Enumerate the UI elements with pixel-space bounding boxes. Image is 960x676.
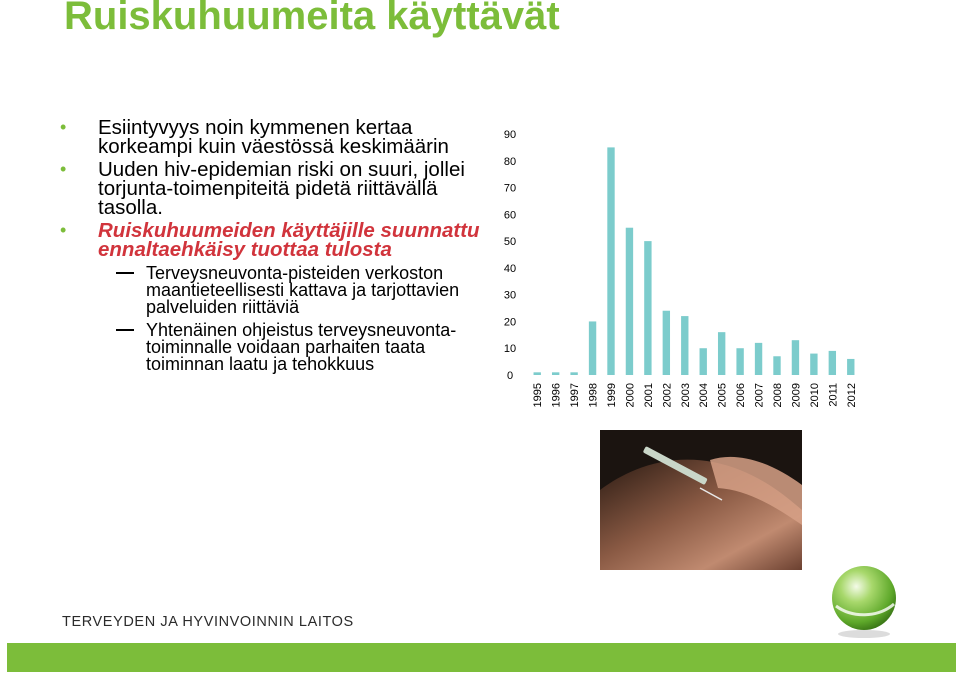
sub-bullet-text: Terveysneuvonta-pisteiden verkoston maantieteellisesti kattava ja tarjottavien palveluiden riittäviä	[146, 263, 460, 317]
bullet-text: Esiintyvyys noin kymmenen kertaa korkeampi kuin väestössä keskimäärin	[98, 116, 449, 158]
bullet-text: Ruiskuhuumeiden käyttäjille suunnattu ennaltaehkäisy tuottaa tulosta	[98, 219, 480, 261]
bullet-item	[60, 118, 480, 156]
bar	[700, 348, 707, 375]
x-tick-label: 2006	[735, 383, 748, 408]
x-tick-label: 2003	[679, 383, 692, 408]
y-tick-label: 20	[503, 316, 517, 329]
slide-title: Ruiskuhuumeita käyttävät	[64, 0, 560, 38]
sub-bullet-text: Yhtenäinen ohjeistus terveysneuvonta-toiminnalle voidaan parhaiten taata toiminnan laatu ja tehokkuus	[146, 320, 457, 374]
x-tick-label: 2010	[808, 383, 821, 408]
bar	[534, 372, 541, 375]
injection-photo	[600, 430, 802, 570]
bullet-item	[60, 160, 480, 217]
y-tick-label: 50	[503, 236, 517, 249]
x-tick-label: 1998	[587, 383, 600, 408]
bullet-dot-icon: •	[60, 159, 67, 179]
bar	[718, 332, 725, 375]
bullet-dot-icon: •	[60, 117, 67, 137]
sub-bullet-item	[60, 322, 480, 373]
bar	[626, 228, 633, 375]
bar	[755, 343, 762, 375]
bar	[773, 356, 780, 375]
x-tick-label: 2012	[845, 383, 858, 408]
y-tick-label: 30	[503, 289, 517, 302]
x-tick-label: 2008	[772, 383, 784, 408]
y-tick-label: 80	[503, 155, 517, 168]
x-tick-label: 2005	[716, 383, 729, 408]
dash-icon	[116, 329, 134, 331]
bullet-text: Uuden hiv-epidemian riski on suuri, jollei torjunta-toimenpiteitä pidetä riittävällä tasolla.	[98, 158, 465, 219]
y-tick-label: 40	[503, 262, 517, 275]
bar	[829, 351, 836, 375]
x-tick-label: 1995	[532, 383, 545, 408]
x-tick-label: 2000	[624, 383, 637, 408]
y-tick-label: 70	[503, 182, 517, 195]
y-tick-label: 10	[503, 343, 517, 356]
dash-icon	[116, 272, 134, 274]
sub-bullet-item	[60, 265, 480, 316]
logo-sphere-icon	[822, 560, 902, 640]
x-tick-label: 2011	[827, 383, 840, 407]
bar	[552, 372, 559, 375]
x-tick-label: 1999	[606, 383, 618, 408]
bullet-list	[60, 118, 480, 373]
bar	[589, 321, 596, 375]
bar	[810, 354, 817, 375]
x-tick-label: 2009	[790, 383, 803, 408]
x-tick-label: 1996	[550, 383, 563, 408]
bar	[681, 316, 688, 375]
x-tick-label: 2004	[698, 383, 711, 408]
footer-org-name: TERVEYDEN JA HYVINVOINNIN LAITOS	[62, 614, 354, 630]
bar	[663, 311, 670, 375]
x-tick-label: 2007	[753, 383, 766, 408]
x-tick-label: 1997	[569, 383, 582, 408]
bullet-dot-icon: •	[60, 220, 67, 240]
x-tick-label: 2001	[642, 383, 655, 408]
bar	[736, 348, 743, 375]
y-tick-label: 60	[503, 209, 517, 222]
bar	[847, 359, 854, 375]
footer-bar	[7, 643, 956, 672]
y-tick-label: 0	[506, 370, 514, 382]
bar	[792, 340, 799, 375]
bar	[607, 147, 614, 375]
bullet-item-highlight	[60, 221, 480, 259]
y-tick-label: 90	[503, 129, 517, 141]
bar-chart	[490, 122, 870, 422]
bar	[644, 241, 651, 375]
bar	[570, 372, 577, 375]
x-tick-label: 2002	[661, 383, 674, 408]
